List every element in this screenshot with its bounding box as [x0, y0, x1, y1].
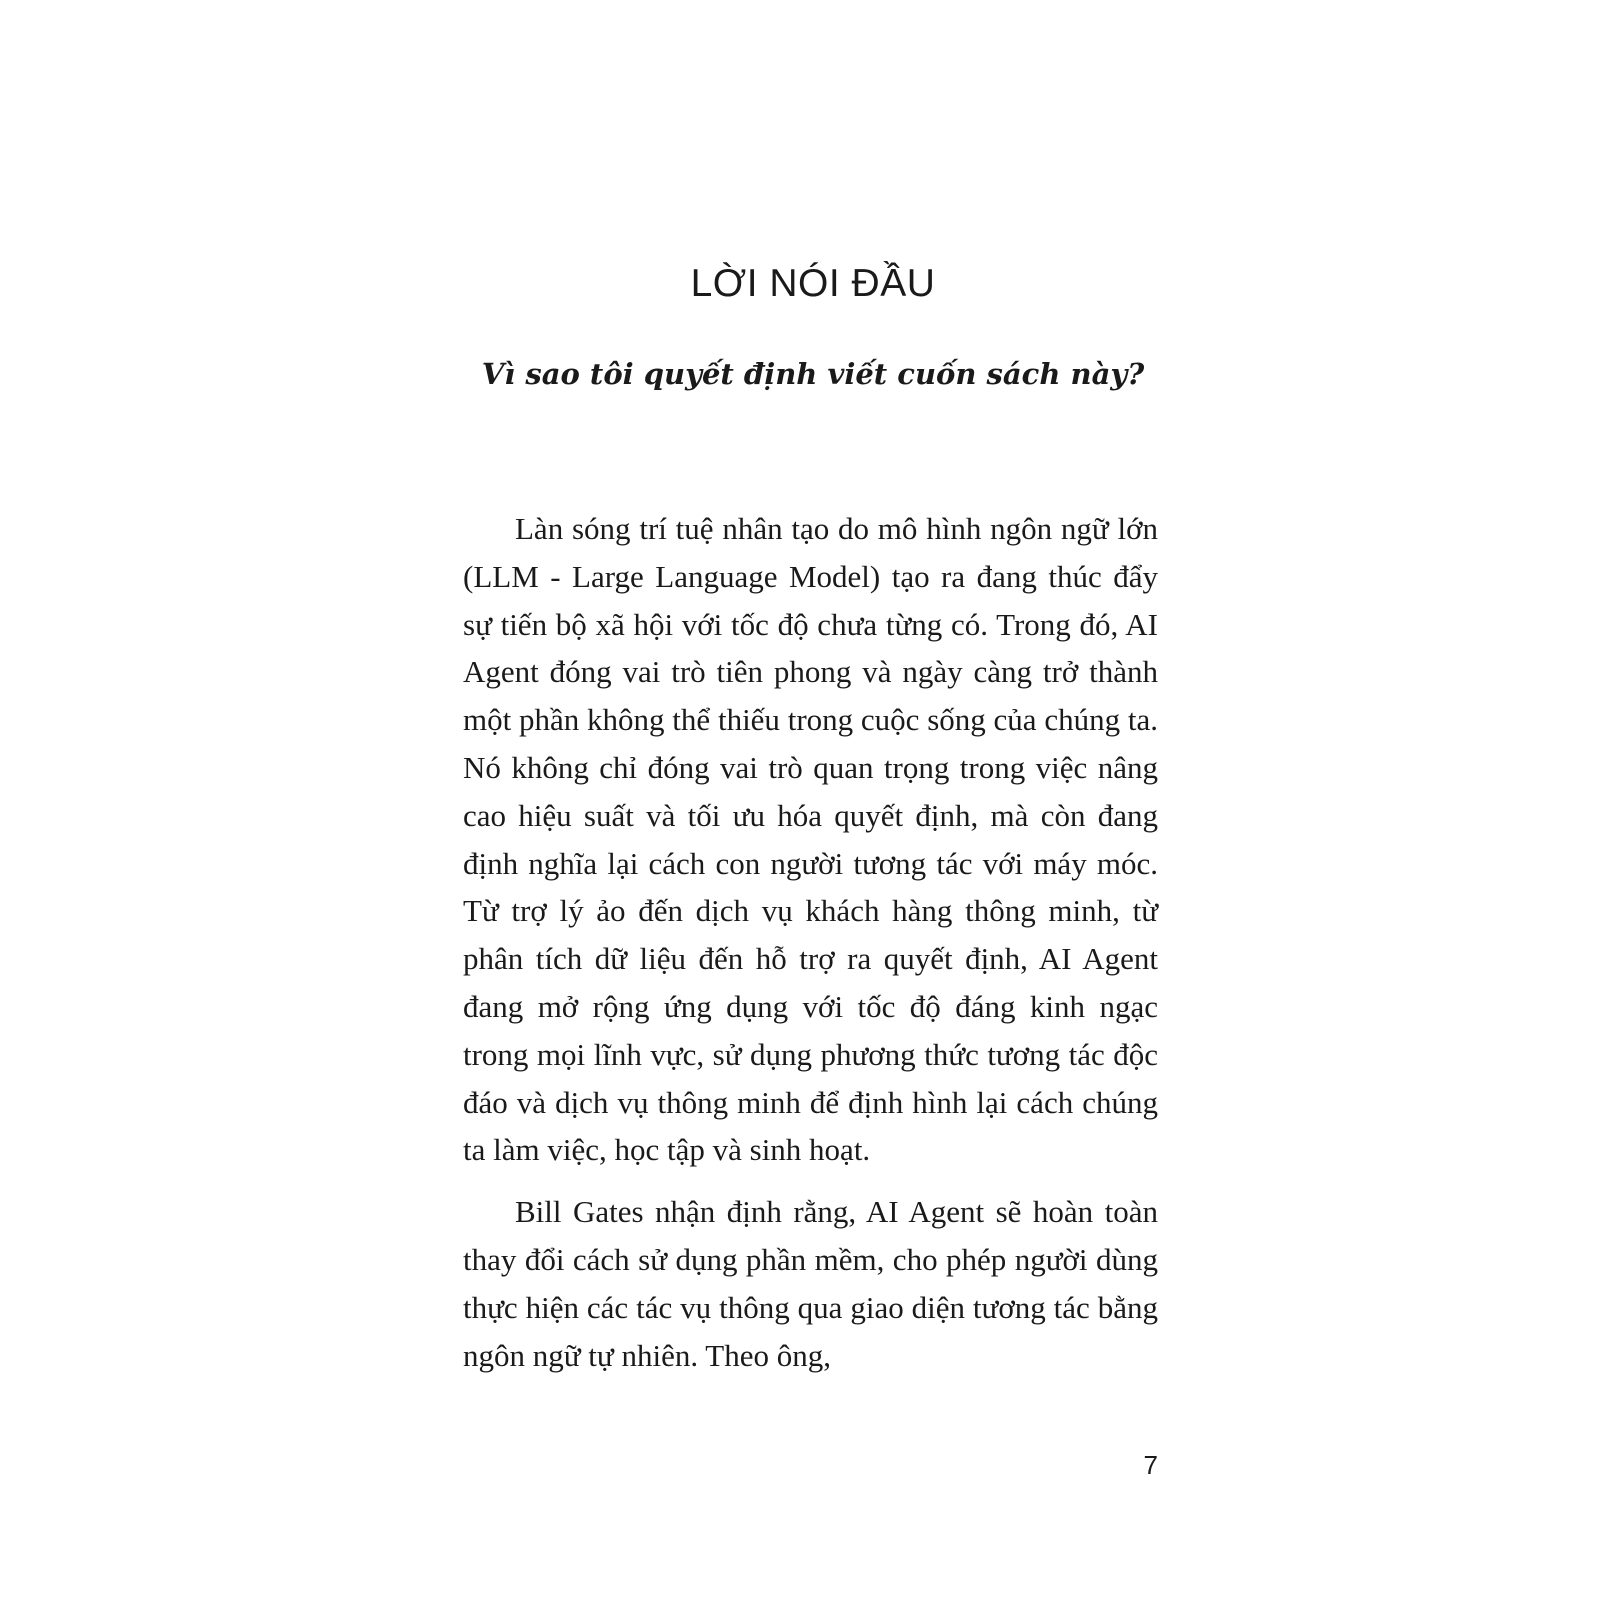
page-number: 7	[1143, 1450, 1158, 1480]
body-text	[463, 505, 1158, 1393]
chapter-subtitle: Vì sao tôi quyết định viết cuốn sách này?	[481, 357, 1145, 391]
paragraph: Làn sóng trí tuệ nhân tạo do mô hình ngôn ngữ lớn (LLM - Large Language Model) tạo ra đang thúc đẩy sự tiến bộ xã hội với tốc độ chưa từng có. Trong đó, AI Agent đóng vai trò tiên phong và ngày càng trở thành một phần không thể thiếu trong cuộc sống của chúng ta. Nó không chỉ đóng vai trò quan trọng trong việc nâng cao hiệu suất và tối ưu hóa quyết định, mà còn đang định nghĩa lại cách con người tương tác với máy móc. Từ trợ lý ảo đến dịch vụ khách hàng thông minh, từ phân tích dữ liệu đến hỗ trợ ra quyết định, AI Agent đang mở rộng ứng dụng với tốc độ đáng kinh ngạc trong mọi lĩnh vực, sử dụng phương thức tương tác độc đáo và dịch vụ thông minh để định hình lại cách chúng ta làm việc, học tập và sinh hoạt.	[463, 511, 1158, 1168]
chapter-title: LỜI NÓI ĐẦU	[690, 262, 936, 305]
paragraph: Bill Gates nhận định rằng, AI Agent sẽ hoàn toàn thay đổi cách sử dụng phần mềm, cho phép người dùng thực hiện các tác vụ thông qua giao diện tương tác bằng ngôn ngữ tự nhiên. Theo ông,	[463, 1194, 1158, 1373]
